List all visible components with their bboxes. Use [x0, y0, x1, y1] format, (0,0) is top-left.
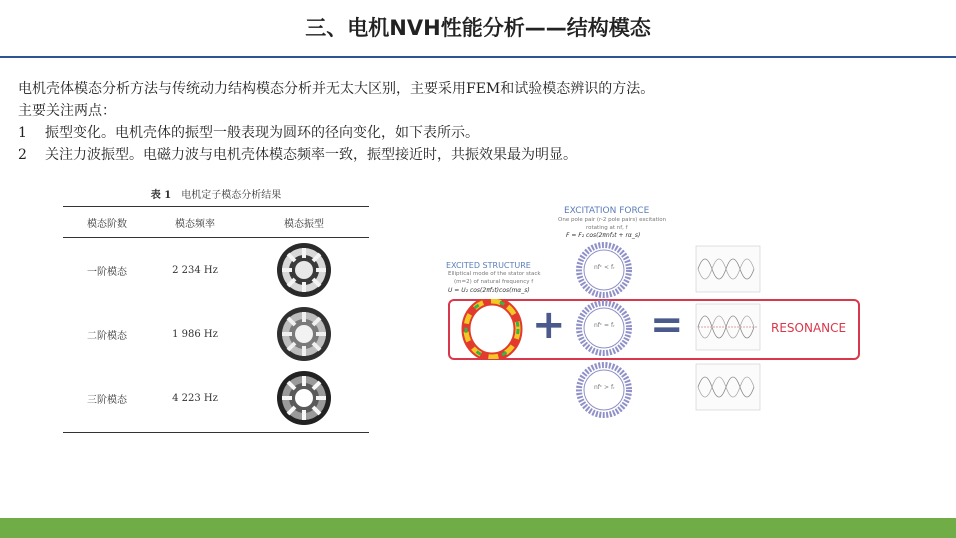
body-text — [18, 78, 938, 166]
equals-sign: = — [650, 302, 684, 348]
header-order: 模态阶数 — [87, 218, 127, 230]
excited-subtitle-2: (m=2) of natural frequency f — [454, 279, 534, 285]
cell-order: 三阶模态 — [87, 394, 127, 406]
title-divider — [0, 56, 956, 58]
excitation-subtitle-2: rotating at nf, f — [586, 225, 628, 231]
resonance-diagram — [440, 200, 880, 420]
point-number: 2 — [18, 147, 27, 163]
cell-frequency: 1 986 Hz — [172, 328, 218, 340]
mode-shape-image — [276, 370, 332, 426]
paragraph-1: 电机壳体模态分析方法与传统动力结构模态分析并无太大区别，主要采用FEM和试验模态辨识的方法。 — [18, 81, 655, 97]
table-row — [63, 302, 369, 366]
excited-structure-title: EXCITED STRUCTURE — [446, 261, 531, 270]
point-number: 1 — [18, 125, 27, 141]
slide-title: 三、电机NVH性能分析——结构模态 — [305, 16, 651, 40]
table-caption-text: 电机定子模态分析结果 — [181, 190, 282, 201]
cell-frequency: 2 234 Hz — [172, 264, 218, 276]
modal-table — [63, 186, 369, 433]
cell-shape — [239, 242, 369, 298]
cell-shape — [239, 306, 369, 362]
header-frequency: 模态频率 — [175, 218, 215, 230]
point-text: 振型变化。电机壳体的振型一般表现为圆环的径向变化，如下表所示。 — [45, 125, 479, 141]
table-header — [63, 207, 369, 238]
header-shape: 模态振型 — [284, 218, 324, 230]
table-row — [63, 238, 369, 302]
plus-sign: + — [532, 302, 566, 348]
point-item — [18, 144, 938, 166]
excited-subtitle-1: Elliptical mode of the stator stack — [448, 271, 541, 277]
cell-frequency: 4 223 Hz — [172, 392, 218, 404]
excited-formula: U = U₂ cos(2πf₂t)cos(mα_s) — [448, 287, 530, 294]
ring-label-above: nfᶜ > fᵣ — [594, 384, 615, 391]
mode-shape-image — [276, 242, 332, 298]
excitation-subtitle-1: One pole pair (r-2 pole pairs) excitation — [558, 217, 667, 223]
mode-shape-image — [276, 306, 332, 362]
response-plot-above — [692, 362, 764, 416]
table-row — [63, 366, 369, 430]
response-plot-equal — [692, 302, 764, 356]
ring-label-below: nfᶜ < fᵣ — [594, 264, 615, 271]
table-caption-prefix: 表 1 — [150, 190, 172, 201]
cell-shape — [239, 370, 369, 426]
excitation-title: EXCITATION FORCE — [564, 206, 650, 216]
cell-order: 一阶模态 — [87, 266, 127, 278]
response-plot-below — [692, 244, 764, 298]
footer-bar — [0, 518, 956, 538]
resonance-label: RESONANCE — [771, 321, 847, 335]
table-bottom-rule — [63, 432, 369, 433]
excited-structure-ring — [460, 299, 524, 359]
paragraph-2: 主要关注两点： — [18, 103, 116, 119]
ring-label-equal: nfᶜ = fᵣ — [594, 322, 615, 329]
table-caption — [63, 186, 369, 206]
point-text: 关注力波振型。电磁力波与电机壳体模态频率一致，振型接近时，共振效果最为明显。 — [45, 147, 577, 163]
cell-order: 二阶模态 — [87, 330, 127, 342]
excitation-formula: F = F₂ cos(2πnf₂t + rα_s) — [566, 232, 641, 239]
point-item — [18, 122, 938, 144]
